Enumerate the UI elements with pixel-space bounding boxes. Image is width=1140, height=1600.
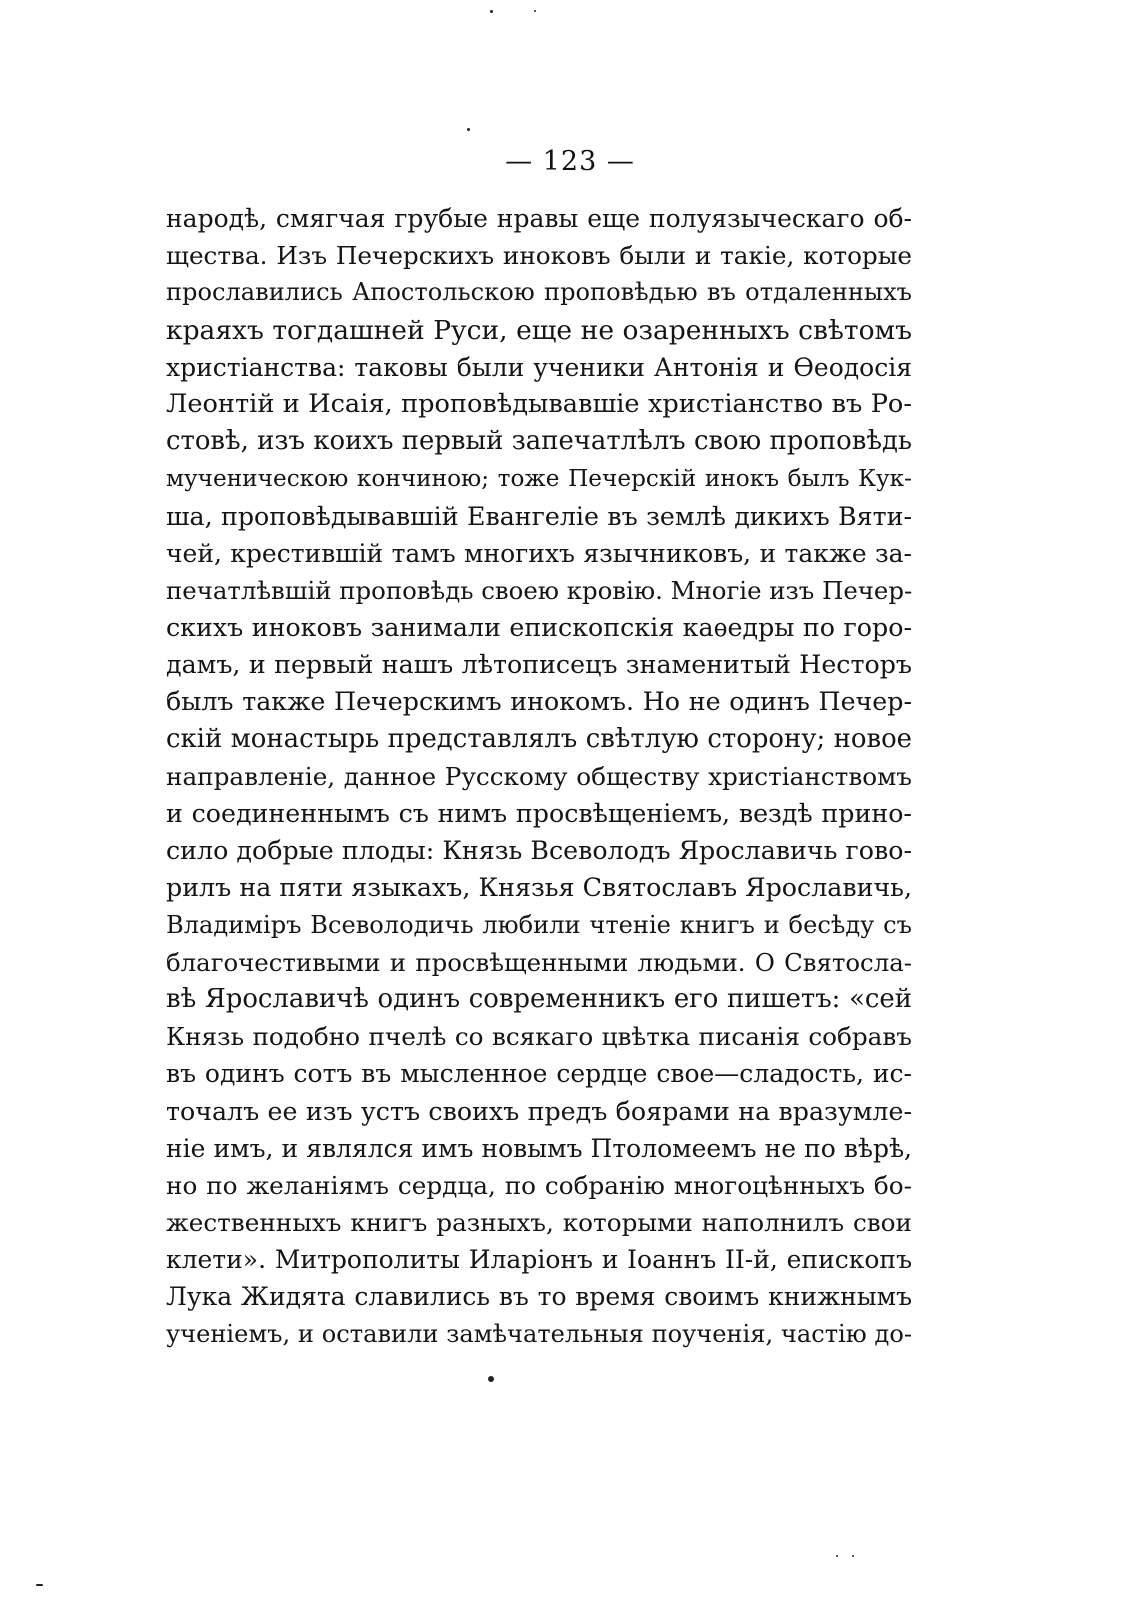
text-line: жественныхъ книгъ разныхъ, которыми наполнилъ свои xyxy=(166,1208,912,1238)
text-line: краяхъ тогдашней Руси, еще не озаренныхъ свѣтомъ xyxy=(166,314,912,346)
text-line: Леонтій и Исаія, проповѣдывавшіе христіанство въ Ро- xyxy=(166,388,912,419)
text-line: дамъ, и первый нашъ лѣтописецъ знаменитый Несторъ xyxy=(166,650,912,680)
text-line: печатлѣвшій проповѣдь своею кровію. Многіе изъ Печер- xyxy=(166,575,912,605)
text-line: христіанства: таковы были ученики Антонія и Ѳеодосія xyxy=(166,352,912,382)
text-line: чей, крестившій тамъ многихъ язычниковъ, и также за- xyxy=(166,538,912,568)
scan-speck xyxy=(836,1555,838,1557)
text-line: стовѣ, изъ коихъ первый запечатлѣлъ свою проповѣдь xyxy=(166,426,912,457)
text-line: сило добрые плоды: Князь Всеволодъ Ярославичь гово- xyxy=(166,836,912,866)
text-line: ша, проповѣдывавшій Евангеліе въ землѣ дикихъ Вяти- xyxy=(166,501,912,531)
text-line: Лука Жидята славились въ то время своимъ книжнымъ xyxy=(166,1282,912,1312)
text-line: Владиміръ Всеволодичь любили чтеніе книгъ и бесѣду съ xyxy=(166,910,912,939)
text-line: прославились Апостольскою проповѣдью въ отдаленныхъ xyxy=(166,278,912,307)
text-line: мученическою кончиною; тоже Печерскій инокъ былъ Кук- xyxy=(166,465,912,493)
text-line: направленіе, данное Русскому обществу христіанствомъ xyxy=(166,761,912,791)
text-line: рилъ на пяти языкахъ, Князья Святославъ Ярославичь, xyxy=(166,873,912,903)
page-number: — 123 — xyxy=(505,146,635,177)
text-line: въ одинъ сотъ въ мысленное сердце свое—сладость, ис- xyxy=(166,1059,912,1089)
text-line: вѣ Ярославичѣ одинъ современникъ его пишетъ: «сей xyxy=(166,983,912,1014)
scan-speck xyxy=(490,10,493,13)
text-line: скихъ иноковъ занимали епископскія каѳедры по горо- xyxy=(166,613,912,643)
scan-speck xyxy=(488,1376,494,1382)
text-line: щества. Изъ Печерскихъ иноковъ были и такіе, которые xyxy=(166,241,912,271)
text-line: ніе имъ, и являлся имъ новымъ Птоломеемъ не по вѣрѣ, xyxy=(166,1133,912,1163)
scan-speck xyxy=(36,1584,43,1586)
text-line: Князь подобно пчелѣ со всякаго цвѣтка писанія собравъ xyxy=(166,1022,912,1052)
text-line: клети». Митрополиты Иларіонъ и Іоаннъ ІІ-й, епископъ xyxy=(166,1245,912,1275)
scan-speck xyxy=(852,1555,854,1557)
text-line: точалъ ее изъ устъ своихъ предъ боярами на вразумле- xyxy=(166,1096,912,1126)
text-line: но по желаніямъ сердца, по собранію многоцѣнныхъ бо- xyxy=(166,1170,912,1200)
text-line: народѣ, смягчая грубые нравы еще полуязыческаго об- xyxy=(166,204,912,233)
scan-speck xyxy=(467,128,470,131)
text-line: ученіемъ, и оставили замѣчательныя поученія, частію до- xyxy=(166,1319,912,1348)
body-text xyxy=(166,200,912,1353)
text-line: былъ также Печерскимъ инокомъ. Но не одинъ Печер- xyxy=(166,687,912,717)
text-line: и соединеннымъ съ нимъ просвѣщеніемъ, вездѣ прино- xyxy=(166,799,912,828)
text-line: благочестивыми и просвѣщенными людьми. О Святосла- xyxy=(166,947,912,977)
scan-speck xyxy=(534,10,536,12)
text-line: скій монастырь представлялъ свѣтлую сторону; новое xyxy=(166,723,912,754)
